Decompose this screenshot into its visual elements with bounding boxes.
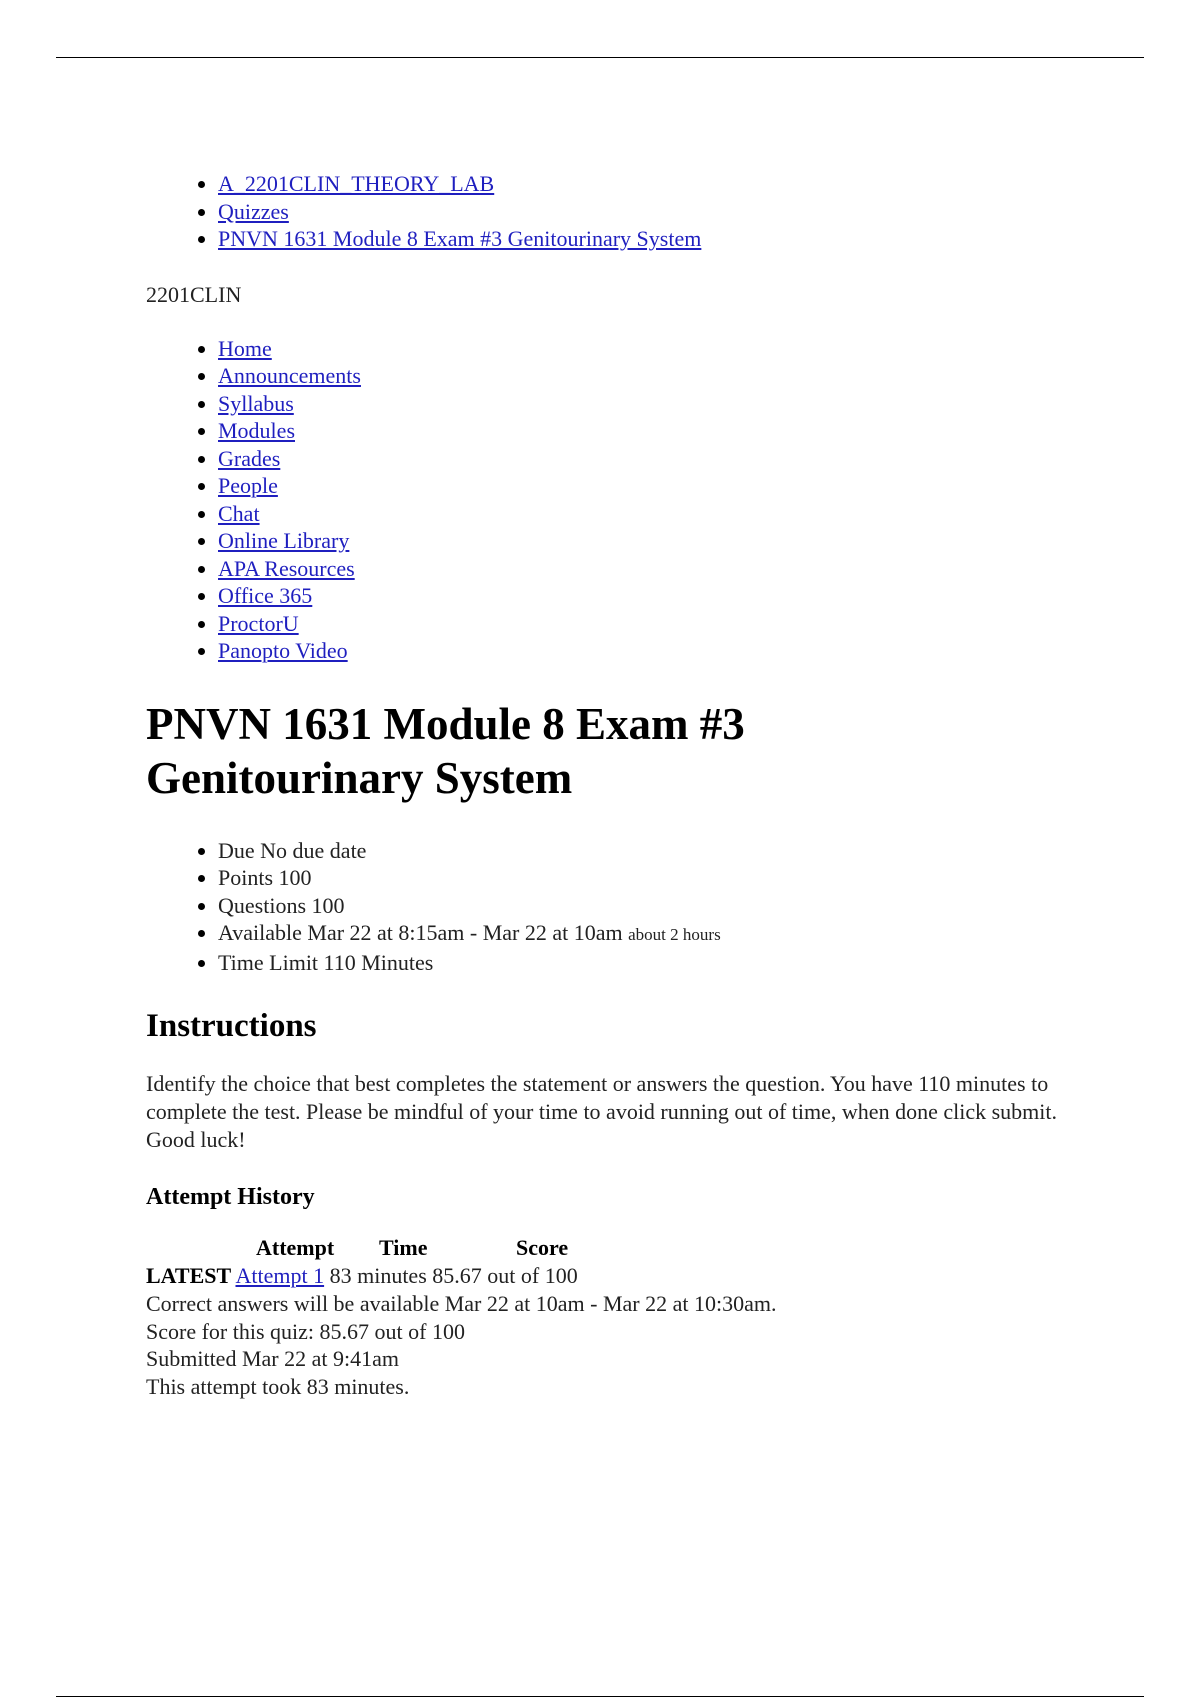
nav-item	[218, 637, 1086, 665]
latest-tag: LATEST	[146, 1263, 232, 1288]
breadcrumb-item	[218, 198, 1086, 226]
nav-item	[218, 582, 1086, 610]
course-nav	[146, 335, 1086, 665]
nav-link-panopto-video[interactable]: Panopto Video	[218, 638, 348, 663]
page-content	[146, 170, 1086, 1400]
nav-item	[218, 500, 1086, 528]
column-header-time: Time	[379, 1235, 428, 1260]
course-code: 2201CLIN	[146, 281, 242, 307]
breadcrumb-link-quizzes[interactable]: Quizzes	[218, 198, 289, 224]
nav-item	[218, 390, 1086, 418]
nav-link-announcements[interactable]: Announcements	[218, 363, 361, 388]
nav-item	[218, 472, 1086, 500]
nav-link-office-365[interactable]: Office 365	[218, 583, 313, 608]
detail-available-duration: about 2 hours	[628, 925, 721, 944]
nav-link-chat[interactable]: Chat	[218, 500, 260, 526]
attempt-history-heading: Attempt History	[146, 1184, 315, 1210]
nav-link-modules[interactable]: Modules	[218, 418, 295, 443]
detail-points: • Points 100	[218, 864, 1086, 892]
nav-item	[218, 335, 1086, 363]
nav-item	[218, 610, 1086, 638]
attempt-row	[146, 1262, 1086, 1290]
breadcrumb-link-quiz[interactable]: PNVN 1631 Module 8 Exam #3 Genitourinary System	[218, 226, 702, 251]
detail-time-limit: • Time Limit 110 Minutes	[218, 949, 1086, 977]
detail-questions: • Questions 100	[218, 892, 1086, 920]
nav-link-people[interactable]: People	[218, 473, 278, 498]
nav-item	[218, 362, 1086, 390]
quiz-details	[146, 837, 1086, 977]
nav-link-home[interactable]: Home	[218, 335, 272, 361]
top-rule	[56, 57, 1144, 58]
instructions-text: Identify the choice that best completes the statement or answers the question. You have 110 minutes to complete the test. Please be mindful of your time to avoid running out of time, when done click submit. Good luck!	[146, 1071, 1057, 1152]
detail-available	[218, 919, 1086, 949]
page-title: PNVN 1631 Module 8 Exam #3 Genitourinary System	[146, 698, 745, 803]
breadcrumb-item	[218, 170, 1086, 198]
nav-link-syllabus[interactable]: Syllabus	[218, 390, 294, 416]
nav-item	[218, 445, 1086, 473]
instructions-heading: Instructions	[146, 1008, 317, 1044]
column-header-attempt: Attempt	[256, 1235, 335, 1260]
bottom-rule	[56, 1696, 1144, 1697]
attempt-score: 85.67 out of 100	[432, 1263, 578, 1288]
nav-item	[218, 417, 1086, 445]
nav-link-online-library[interactable]: Online Library	[218, 528, 350, 553]
detail-available-range: Available Mar 22 at 8:15am - Mar 22 at 10am	[218, 920, 623, 945]
detail-due: • Due No due date	[218, 837, 1086, 865]
correct-answers-availability: Correct answers will be available Mar 22 at 10am - Mar 22 at 10:30am.	[146, 1291, 777, 1316]
nav-item	[218, 527, 1086, 555]
quiz-score: Score for this quiz: 85.67 out of 100	[146, 1318, 465, 1344]
column-header-score: Score	[516, 1235, 569, 1260]
nav-link-apa-resources[interactable]: APA Resources	[218, 555, 355, 581]
breadcrumb-item	[218, 225, 1086, 253]
nav-item	[218, 555, 1086, 583]
breadcrumb-link-course[interactable]: A_2201CLIN_THEORY_LAB	[218, 171, 495, 196]
submitted-time: Submitted Mar 22 at 9:41am	[146, 1346, 399, 1371]
nav-link-proctoru[interactable]: ProctorU	[218, 610, 299, 636]
breadcrumb	[146, 170, 1086, 253]
attempt-summary	[146, 1290, 1086, 1400]
attempt-time: 83 minutes	[329, 1263, 427, 1288]
nav-link-grades[interactable]: Grades	[218, 445, 281, 471]
attempt-history-header	[146, 1234, 1086, 1262]
attempt-duration: This attempt took 83 minutes.	[146, 1373, 410, 1399]
attempt-link[interactable]: Attempt 1	[235, 1263, 325, 1288]
